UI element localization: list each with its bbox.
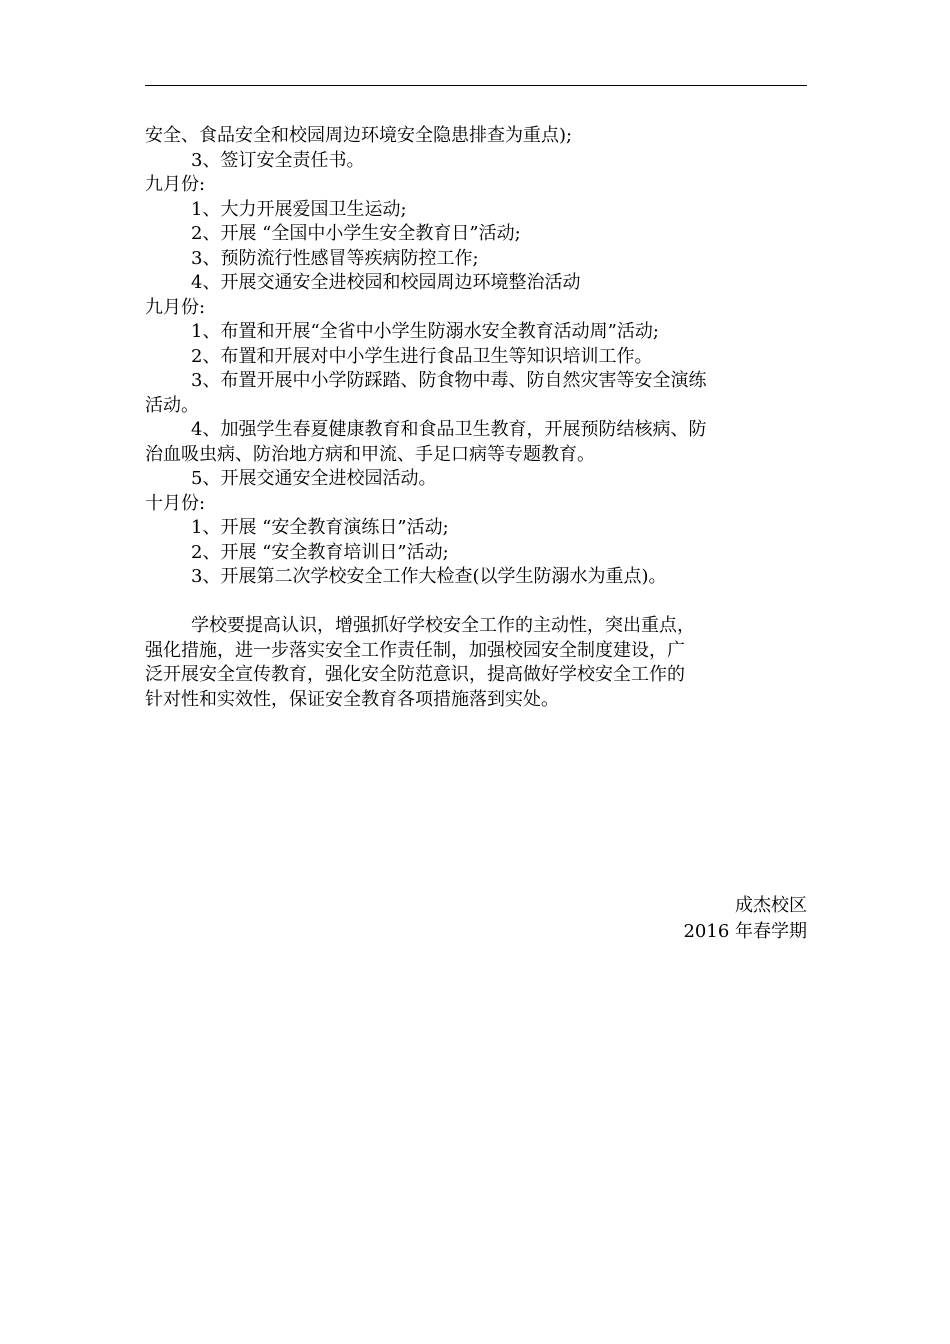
text-line: 九月份:: [145, 296, 206, 318]
text-line: 2、开展 “全国中小学生安全教育日”活动;: [191, 223, 521, 244]
signature-term: 2016 年春学期: [683, 921, 807, 942]
text-line: 1、开展 “安全教育演练日”活动;: [191, 517, 449, 538]
closing-paragraph: [145, 614, 807, 712]
text-line: 4、开展交通安全进校园和校园周边环境整治活动: [191, 272, 581, 293]
signature-block: [683, 893, 807, 945]
text-line: 3、布置开展中小学防踩踏、防食物中毒、防自然灾害等安全演练: [191, 370, 707, 391]
text-line: 2、开展 “安全教育培训日”活动;: [191, 541, 449, 563]
paragraph-line: 泛开展安全宣传教育，强化安全防范意识，提高做好学校安全工作的: [145, 664, 685, 685]
text-line: 九月份:: [145, 174, 206, 195]
text-line: 治血吸虫病、防治地方病和甲流、手足口病等专题教育。: [145, 443, 595, 465]
paragraph-spacer: [145, 590, 807, 615]
schedule-list: [145, 124, 807, 590]
text-line: 5、开展交通安全进校园活动。: [191, 468, 437, 489]
text-line: 安全、食品安全和校园周边环境安全隐患排查为重点);: [145, 125, 573, 146]
text-line: 活动。: [145, 394, 199, 416]
document-body: [145, 124, 807, 712]
paragraph-line: 强化措施，进一步落实安全工作责任制，加强校园安全制度建设，广: [145, 639, 685, 661]
text-line: 4、加强学生春夏健康教育和食品卫生教育，开展预防结核病、防: [191, 419, 707, 440]
text-line: 3、签订安全责任书。: [191, 149, 365, 171]
signature-organization: 成杰校区: [735, 895, 807, 916]
paragraph-line: 学校要提高认识，增强抓好学校安全工作的主动性，突出重点，: [191, 615, 695, 636]
text-line: 3、开展第二次学校安全工作大检查(以学生防溺水为重点)。: [191, 566, 667, 587]
text-line: 2、布置和开展对中小学生进行食品卫生等知识培训工作。: [191, 345, 653, 367]
text-line: 1、布置和开展“全省中小学生防溺水安全教育活动周”活动;: [191, 321, 659, 342]
text-line: 十月份:: [145, 492, 206, 514]
paragraph-line: 针对性和实效性，保证安全教育各项措施落到实处。: [145, 688, 559, 710]
text-line: 1、大力开展爱国卫生运动;: [191, 198, 407, 220]
text-line: 3、预防流行性感冒等疾病防控工作;: [191, 247, 479, 269]
header-rule: [145, 85, 807, 86]
